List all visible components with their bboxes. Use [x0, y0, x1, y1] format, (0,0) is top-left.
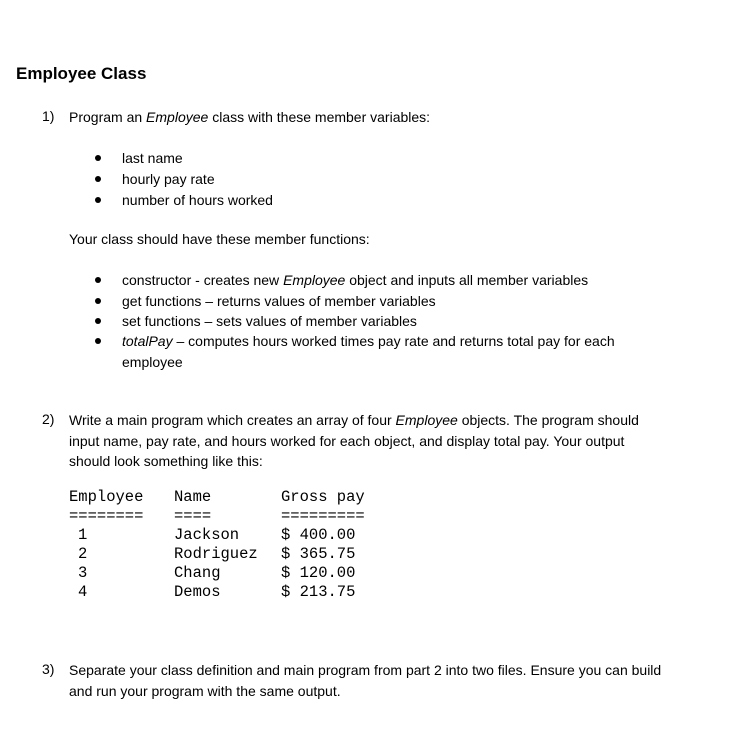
bullet-icon — [95, 338, 101, 344]
table-header-name: Name — [174, 488, 212, 506]
table-underline: ==== — [174, 507, 212, 525]
functions-intro: Your class should have these member functions: — [69, 231, 370, 247]
q3-text: Separate your class definition and main program from part 2 into two files. Ensure you can build and run your program with the same output. — [69, 662, 662, 699]
bullet-icon — [95, 277, 101, 283]
q2-text: Write a main program which creates an array of four Employee objects. The program should input name, pay rate, and hours worked for each object, and display total pay. Your output should look something like this: — [69, 412, 639, 469]
q1-intro: Program an Employee class with these member variables: — [69, 109, 431, 125]
table-header-employee: Employee — [69, 488, 144, 506]
table-underline: ======== — [69, 507, 144, 525]
table-header-gross-pay: Gross pay — [281, 488, 365, 506]
bullet-icon — [95, 197, 101, 203]
q1-number: 1) — [42, 108, 55, 124]
bullet-icon — [95, 318, 101, 324]
table-underline: ========= — [281, 507, 365, 525]
bullet-icon — [95, 298, 101, 304]
page-title: Employee Class — [16, 64, 147, 83]
q3-number: 3) — [42, 661, 55, 677]
bullet-icon — [95, 155, 101, 161]
q2-number: 2) — [42, 411, 55, 427]
bullet-icon — [95, 176, 101, 182]
